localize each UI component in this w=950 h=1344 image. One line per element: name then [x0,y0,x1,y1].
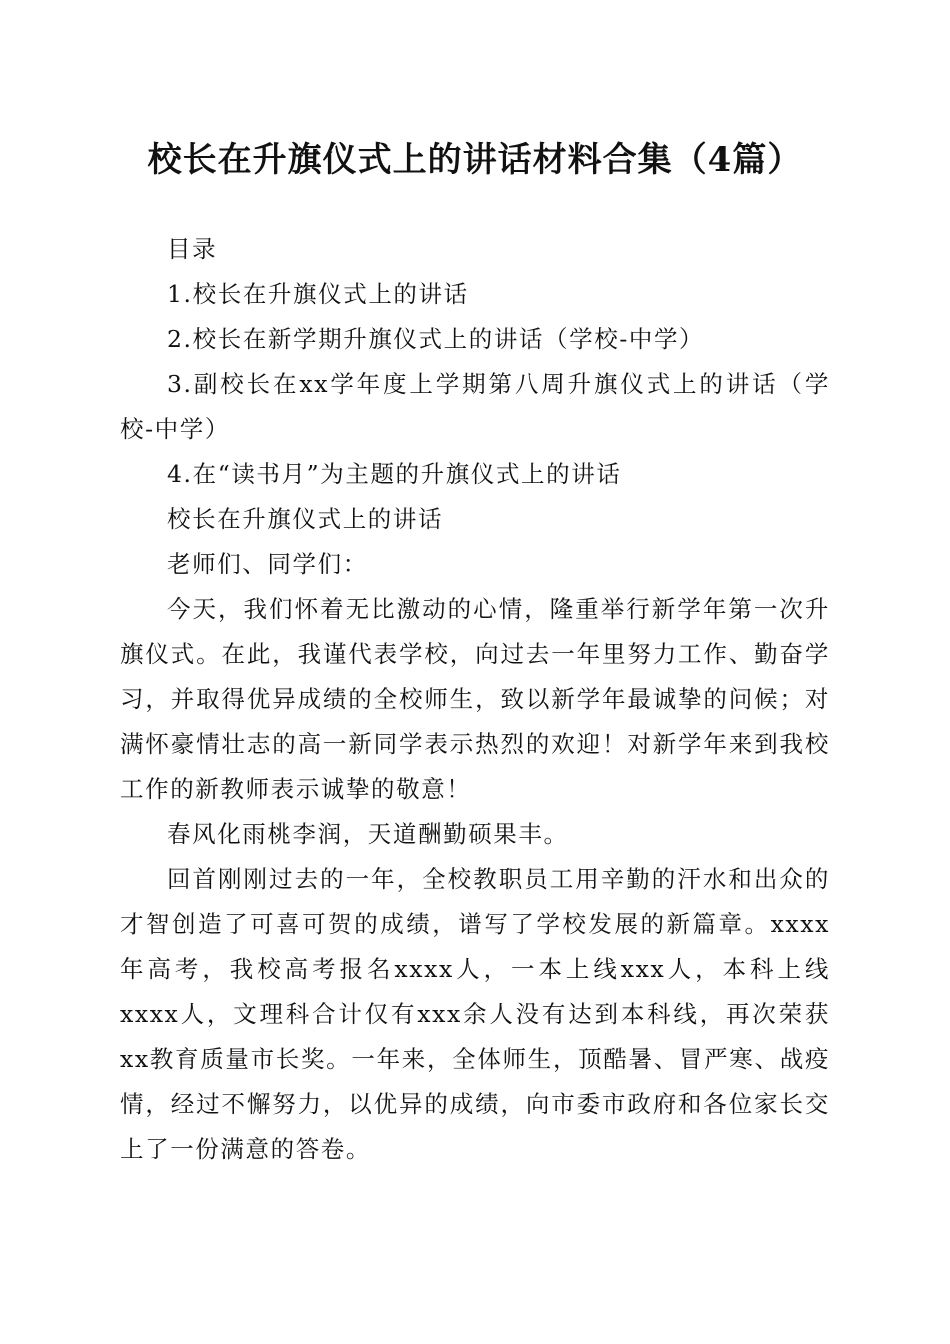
toc-item: 4.在“读书月”为主题的升旗仪式上的讲话 [167,460,622,488]
document-title: 校长在升旗仪式上的讲话材料合集（4篇） [147,140,803,180]
toc-item: 2.校长在新学期升旗仪式上的讲话（学校-中学） [167,325,705,353]
section-title: 校长在升旗仪式上的讲话 [167,505,444,533]
toc-item: 3.副校长在xx学年度上学期第八周升旗仪式上的讲话（学校-中学） [120,370,830,443]
document-body [120,227,830,1172]
toc-heading: 目录 [167,235,218,263]
toc-item: 1.校长在升旗仪式上的讲话 [167,280,469,308]
body-paragraph: 春风化雨桃李润，天道酬勤硕果丰。 [167,820,569,848]
body-paragraph: 今天，我们怀着无比激动的心情，隆重举行新学年第一次升旗仪式。在此，我谨代表学校，向过去一年里努力工作、勤奋学习，并取得优异成绩的全校师生，致以新学年最诚挚的问候；对满怀豪情壮志的高一新同学表示热烈的欢迎！对新学年来到我校工作的新教师表示诚挚的敬意！ [120,595,830,803]
salutation: 老师们、同学们： [167,550,368,578]
body-paragraph: 回首刚刚过去的一年，全校教职员工用辛勤的汗水和出众的才智创造了可喜可贺的成绩，谱写了学校发展的新篇章。xxxx年高考，我校高考报名xxxx人，一本上线xxx人，本科上线xxxx人，文理科合计仅有xxx余人没有达到本科线，再次荣获xx教育质量市长奖。一年来，全体师生，顶酷暑、冒严寒、战疫情，经过不懈努力，以优异的成绩，向市委市政府和各位家长交上了一份满意的答卷。 [120,865,830,1163]
